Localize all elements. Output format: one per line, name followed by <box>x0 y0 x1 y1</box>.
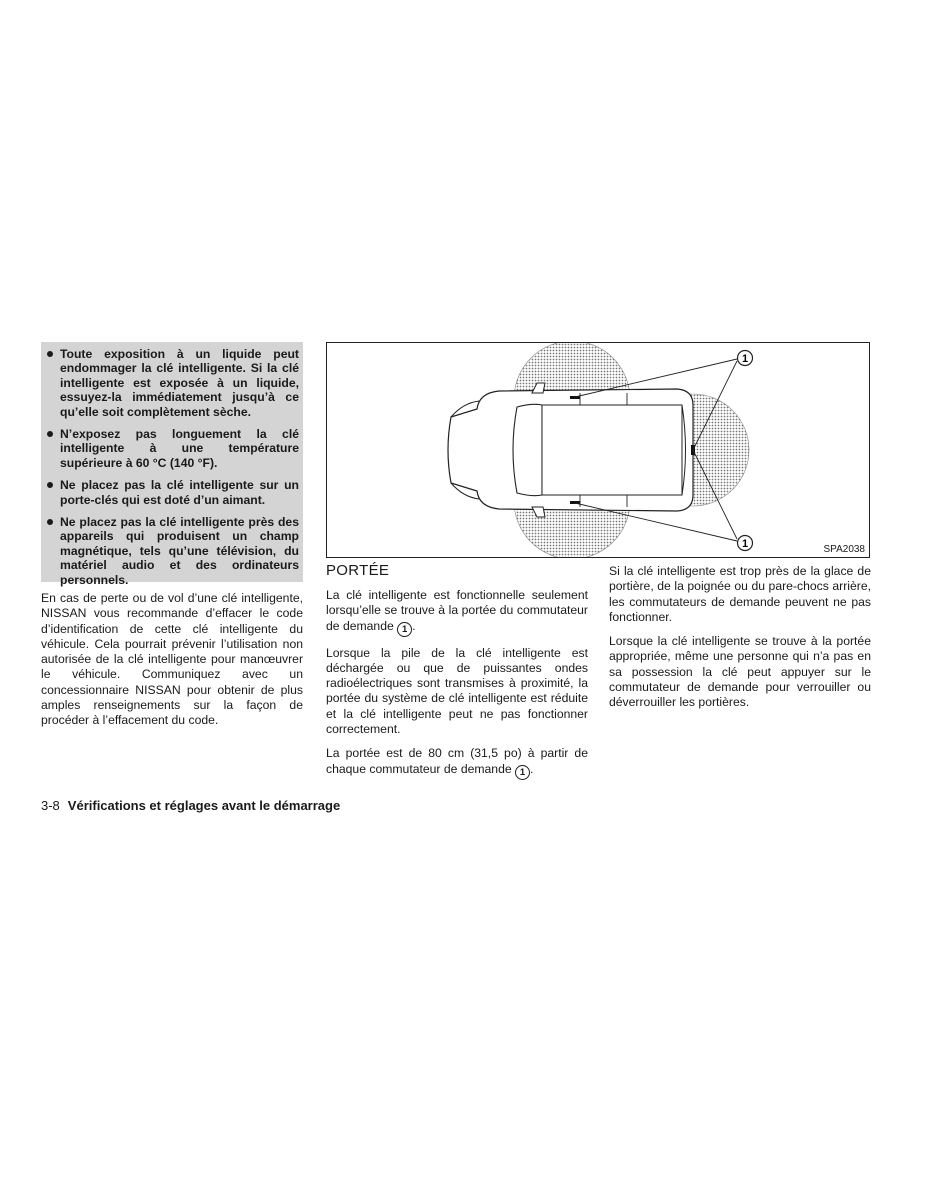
page-number: 3-8 <box>41 798 60 813</box>
bullet-icon <box>47 351 53 357</box>
range-paragraph-3: La portée est de 80 cm (31,5 po) à partir de chaque commutateur de demande 1 . <box>326 746 588 778</box>
callout-inline: 1 <box>515 765 530 780</box>
caution-item: Toute exposition à un liquide peut endommager la clé intelligente. Si la clé intelligente est exposée à un liquide, essuyez-la immédiatement jusqu’à ce qu’elle soit complètement sèche. <box>45 347 299 419</box>
range-paragraph-1: La clé intelligente est fonctionnelle seulement lorsqu’elle se trouve à la portée du commutateur de demande 1 . <box>326 588 588 635</box>
caution-box <box>41 342 303 587</box>
left-column <box>41 591 303 738</box>
right-paragraph-2: Lorsque la clé intelligente se trouve à la portée appropriée, même une personne qui n’a pas en sa possession la clé peut appuyer sur le commutateur de demande pour verrouiller ou déverrouiller les portières. <box>609 634 871 710</box>
caution-item: N’exposez pas longuement la clé intelligente à une température supérieure à 60 °C (140 °F). <box>45 427 299 470</box>
right-paragraph-1: Si la clé intelligente est trop près de la glace de portière, de la poignée ou du pare-chocs arrière, les commutateurs de demande peuvent ne pas fonctionner. <box>609 564 871 624</box>
bullet-icon <box>47 519 53 525</box>
roof <box>542 405 682 495</box>
caution-item: Ne placez pas la clé intelligente près des appareils qui produisent un champ magnétique, tels qu’une télévision, du matériel audio et des ordinateurs personnels. <box>45 515 299 587</box>
bullet-icon <box>47 431 53 437</box>
callout-inline: 1 <box>397 622 412 637</box>
car-range-diagram <box>327 343 869 557</box>
bullet-icon <box>47 482 53 488</box>
windshield <box>513 404 542 495</box>
right-column <box>609 564 871 720</box>
caution-item: Ne placez pas la clé intelligente sur un porte-clés qui est doté d’un aimant. <box>45 478 299 507</box>
callout-bottom: 1 <box>741 538 749 550</box>
caution-list <box>45 347 299 587</box>
callout-top: 1 <box>741 353 749 365</box>
range-paragraph-2: Lorsque la pile de la clé intelligente est déchargée ou que de puissantes ondes radioélectriques sont transmises à proximité, la portée du système de clé intelligente est réduite et la clé intelligente peut ne pas fonctionner correctement. <box>326 645 588 737</box>
key-loss-paragraph: En cas de perte ou de vol d’une clé intelligente, NISSAN vous recommande d’effacer le code d’identification de cette clé intelligente du véhicule. Cela pourrait prévenir l’utilisation non autorisée de la clé intelligente pour manœuvrer le véhicule. Communiquez avec un concessionnaire NISSAN pour obtenir de plus amples renseignements sur la façon de procéder à l’effacement du code. <box>41 591 303 728</box>
page-footer <box>41 798 340 813</box>
section-heading: PORTÉE <box>326 562 390 579</box>
figure-label: SPA2038 <box>823 544 865 555</box>
middle-column <box>326 588 588 789</box>
chapter-title: Vérifications et réglages avant le démarrage <box>67 798 341 813</box>
range-figure <box>326 342 870 558</box>
